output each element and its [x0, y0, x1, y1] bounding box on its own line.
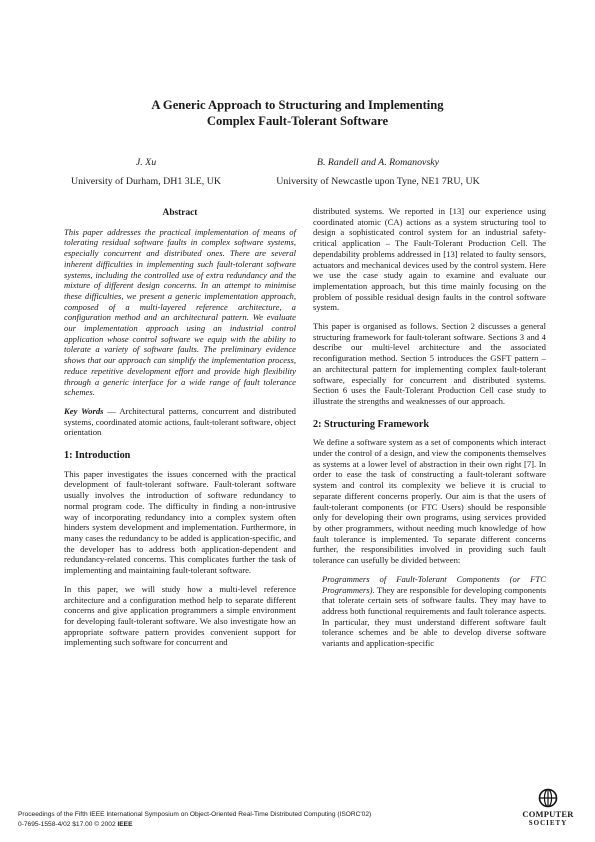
section-1-heading: 1: Introduction [64, 450, 131, 462]
section-2-heading: 2: Structuring Framework [313, 418, 430, 430]
left-column [64, 206, 296, 656]
logo-text-society: SOCIETY [528, 819, 568, 827]
section-2-list-item [313, 574, 546, 649]
author-affiliation: University of Durham, DH1 3LE, UK [70, 176, 222, 187]
footer-isbn-line [18, 820, 371, 830]
footer-isbn: 0-7695-1558-4/02 $17.00 © 2002 [18, 821, 118, 828]
author-name: B. Randell and A. Romanovsky [316, 157, 440, 168]
list-item-term: Programmers of Fault-Tolerant Components (or FTC Programmers) [322, 573, 546, 595]
computer-society-logo [520, 788, 576, 827]
author-block-2 [258, 153, 498, 191]
author-affiliation: University of Newcastle upon Tyne, NE1 7RU, UK [276, 176, 480, 187]
logo-text-computer: COMPUTER [522, 809, 574, 819]
section-1-paragraph-4: This paper is organised as follows. Section 2 discusses a general structuring framework for fault-tolerant software. Sections 3 and 4 describe our multi-level architecture and the associated reconfiguration method. Section 5 introduces the GSFT pattern – an architectural pattern for implementing complex fault-tolerant software, especially for concurrent and distributed systems. Section 6 uses the Fault-Tolerant Production Cell case study to illustrate the strengths and weaknesses of our approach. [313, 321, 546, 406]
keywords [64, 406, 296, 438]
author-name: J. Xu [135, 157, 157, 168]
right-column [313, 206, 546, 657]
author-block-1 [52, 153, 240, 191]
section-2-paragraph-1: We define a software system as a set of components which interact under the control of a design, and view the components themselves as systems at a lower level of abstraction in their own right [7]. In order to ease the task of constructing a fault-tolerant software system and control its complexity we believe it is crucial to separate different concerns properly. Our aim is that the users of fault-tolerant components (or FTC Users) should be responsible only for developing their own programs, using services provided by other programmers, without needing much knowledge of how fault tolerance is implemented. To separate different concerns further, the responsibilities involved in providing such fault tolerance can usefully be divided between: [313, 437, 546, 566]
keywords-text: — Architectural patterns, concurrent and distributed systems, coordinated atomic actions, fault-tolerant software, object orientation [64, 405, 296, 438]
abstract-text: This paper addresses the practical implementation of means of tolerating residual software faults in complex software systems, especially concurrent and distributed ones. There are several inherent difficulties in implementing such fault-tolerant software systems, including the controlled use of extra redundancy and the mixture of different design concerns. In an attempt to minimise these difficulties, we present a generic implementation approach, composed of a multi-layered reference architecture, a configuration method and an architectural pattern. We evaluate our implementation approach using an industrial control application whose control software we equip with the ability to tolerate a variety of software faults. The preliminary evidence shows that our approach can simplify the implementation process, reduce repetitive development effort and provide high flexibility through a generic interface for a wide range of fault tolerance schemes. [64, 226, 296, 398]
page-footer [18, 810, 371, 830]
footer-ieee: IEEE [117, 821, 133, 828]
list-item-text: . They are responsible for developing components that tolerate certain sets of software faults. They may have to address both functional requirements and fault tolerance aspects. In particular, they must understand different software fault tolerance schemes and be able to develop diverse software variants and application-specific [322, 584, 546, 649]
title-line-1: A Generic Approach to Structuring and Implementing [151, 98, 444, 112]
title-line-2: Complex Fault-Tolerant Software [206, 114, 389, 128]
section-1-paragraph-3: distributed systems. We reported in [13] our experience using coordinated atomic (CA) actions as a system structuring tool to design a sophisticated control system for an industrial safety-critical application – The Fault-Tolerant Production Cell. The dependability problems addressed in [13] related to faulty sensors, actuators and mechanical devices used by the control system. Here we use the case study again to examine and evaluate our implementation approach, but this time mainly focusing on the problem of possible residual design faults in the control software system. [313, 206, 546, 313]
abstract-heading: Abstract [162, 208, 198, 218]
section-1-paragraph-1: This paper investigates the issues concerned with the practical development of fault-tolerant software. Fault-tolerant software usually involves the introduction of software redundancy to normal program code. The difficulty in finding a non-intrusive way of incorporating redundancy into a complex system often hinders system development and implementation. Furthermore, in many cases the redundancy to be added is application-specific, and the developer has to address both application-dependent and redundancy-related concerns. This complicates further the task of implementing and maintaining fault-tolerant software. [64, 468, 296, 576]
footer-proceedings: Proceedings of the Fifth IEEE International Symposium on Object-Oriented Real-Time Distributed Computing (ISORC'02) [18, 811, 372, 818]
paper-title [0, 97, 595, 129]
section-1-paragraph-2: In this paper, we will study how a multi-level reference architecture and a configuration method help to separate different concerns and give application programmers a simple environment for developing fault-tolerant software. We also investigate how an appropriate software pattern provides convenient support for implementing such software for concurrent and [64, 583, 296, 648]
globe-emblem-icon [538, 788, 558, 808]
keywords-label: Key Words [64, 405, 104, 416]
